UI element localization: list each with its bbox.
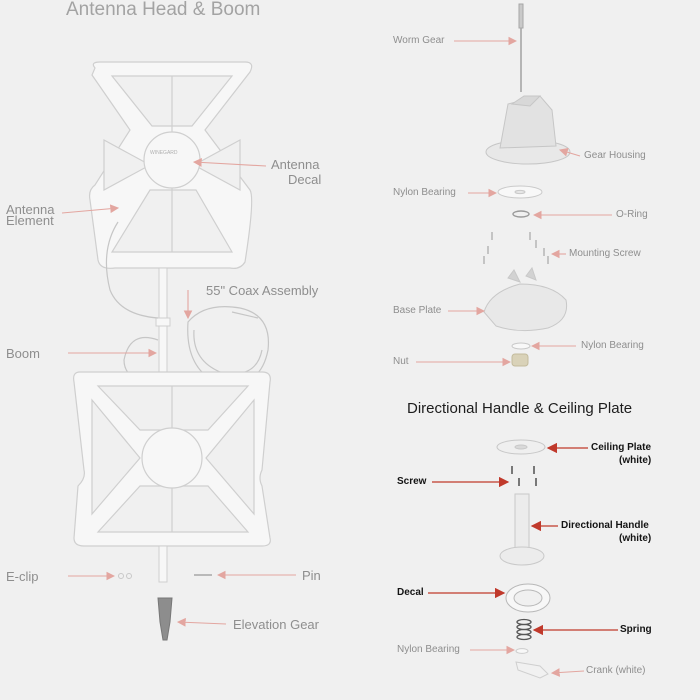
label-worm-gear: Worm Gear	[393, 35, 445, 46]
label-coax-assembly: 55" Coax Assembly	[206, 283, 319, 298]
label-antenna-decal-line1: Antenna	[271, 157, 320, 172]
label-ceiling-plate-line1: Ceiling Plate	[591, 442, 652, 453]
nylon-bearing-bottom-part	[516, 649, 528, 654]
crank-part	[516, 662, 548, 678]
spring-part	[517, 620, 531, 640]
eclip-part	[119, 574, 132, 579]
nut-part	[512, 354, 528, 366]
decal-print: WINEGARD	[150, 150, 178, 156]
directional-handle-part	[500, 494, 544, 565]
label-decal: Decal	[397, 587, 424, 598]
elevation-gear-part	[158, 598, 172, 640]
mounting-screws-part	[484, 232, 548, 264]
label-gear-housing: Gear Housing	[584, 150, 646, 161]
nylon-bearing-mid-part	[512, 343, 530, 349]
nylon-bearing-top-part	[498, 186, 542, 198]
boom-lower-stem	[159, 546, 167, 582]
label-screw: Screw	[397, 476, 427, 487]
label-ceiling-plate-line2: (white)	[619, 455, 652, 466]
label-o-ring: O-Ring	[616, 209, 648, 220]
boom	[156, 268, 170, 374]
screws-part	[512, 466, 536, 486]
antenna-section-title: Antenna Head & Boom	[66, 0, 261, 20]
handle-section-title: Directional Handle & Ceiling Plate	[407, 400, 633, 417]
label-antenna-decal-line2: Decal	[288, 172, 322, 187]
label-crank: Crank (white)	[586, 665, 646, 676]
label-boom: Boom	[6, 346, 40, 361]
worm-gear-part	[519, 4, 523, 92]
decal-part	[506, 584, 550, 612]
label-elevation-gear: Elevation Gear	[233, 617, 319, 632]
label-directional-handle-line2: (white)	[619, 533, 652, 544]
label-mounting-screw: Mounting Screw	[569, 248, 641, 259]
gear-housing-part	[486, 96, 570, 164]
label-base-plate: Base Plate	[393, 305, 442, 316]
label-antenna-element-line1: Antenna	[6, 202, 55, 217]
label-nut: Nut	[393, 356, 409, 367]
label-eclip: E-clip	[6, 569, 39, 584]
label-pin: Pin	[302, 568, 321, 583]
label-directional-handle-line1: Directional Handle	[561, 520, 649, 531]
label-nylon-bearing-mid: Nylon Bearing	[581, 340, 644, 351]
antenna-element-upper	[90, 62, 252, 268]
o-ring-part	[513, 211, 529, 217]
label-spring: Spring	[620, 624, 652, 635]
label-nylon-bearing-bottom: Nylon Bearing	[397, 644, 460, 655]
label-nylon-bearing-top: Nylon Bearing	[393, 187, 456, 198]
base-plate-part	[484, 268, 567, 331]
label-antenna-element-line2: Element	[6, 213, 54, 228]
antenna-element-lower	[74, 372, 271, 546]
ceiling-plate-part	[497, 440, 545, 454]
